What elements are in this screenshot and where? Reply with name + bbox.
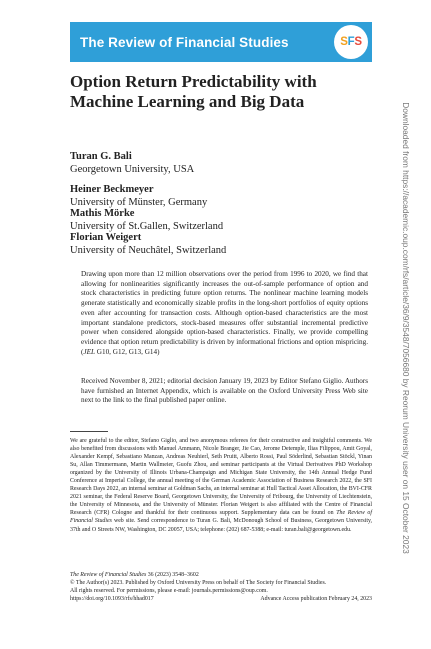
author-affiliation: University of Münster, Germany	[70, 197, 208, 208]
author-affiliation: Georgetown University, USA	[70, 164, 195, 175]
author-name: Heiner Beckmeyer	[70, 184, 154, 195]
sfs-logo-icon	[334, 25, 368, 59]
received-note: Received November 8, 2021; editorial decision January 19, 2023 by Editor Stefano Giglio. Authors have furnished an Internet Appendix, which is available on the Oxford University Press Web site next to the link to the final published paper online.	[81, 377, 368, 405]
journal-banner	[70, 22, 372, 62]
download-watermark-text: Downloaded from https://academic.oup.com/rfs/article/36/9/3548/7056680 by Reorum University user on 15 October 2023	[401, 102, 412, 554]
author-block-1	[70, 150, 194, 176]
doi-row	[70, 595, 372, 603]
doi-link[interactable]: https://doi.org/10.1093/rfs/hhad017	[70, 596, 154, 603]
rights-line: All rights reserved. For permissions, please e-mail: journals.permissions@oup.com.	[70, 588, 268, 595]
author-block-4	[70, 231, 226, 257]
journal-banner-title: The Review of Financial Studies	[80, 34, 289, 50]
download-watermark	[398, 102, 414, 554]
jel-codes: G10, G12, G13, G14)	[94, 347, 160, 356]
author-name: Florian Weigert	[70, 232, 142, 243]
author-block-3	[70, 207, 223, 233]
author-name: Turan G. Bali	[70, 151, 132, 162]
author-affiliation: University of Neuchâtel, Switzerland	[70, 245, 227, 256]
jel-label: JEL	[83, 347, 95, 356]
author-block-2	[70, 183, 207, 209]
journal-info	[70, 571, 372, 603]
advance-access-date: Advance Access publication February 24, 2023	[260, 596, 372, 603]
abstract-text: Drawing upon more than 12 million observations over the period from 1996 to 2020, we find that allowing for nonlinearities significantly increases the out-of-sample performance of option and stock characteristics in predicting future option returns. The nonlinear machine learning models generate statistically and economically sizable profits in the long-short portfolios of equity options even after accounting for transaction costs. Although option-based characteristics are the most important standalone predictors, stock-based measures offer substantial incremental predictive power when considered alongside option-based characteristics. Finally, we provide compelling evidence that option return predictability is driven by informational frictions and option mispricing.	[81, 270, 368, 346]
author-name: Mathis Mörke	[70, 208, 135, 219]
author-affiliation: University of St.Gallen, Switzerland	[70, 221, 224, 232]
abstract: Drawing upon more than 12 million observations over the period from 1996 to 2020, we find that allowing for nonlinearities significantly increases the out-of-sample performance of option and stock characteristics in predicting future option returns. The nonlinear machine learning models generate statistically and economically sizable profits in the long-short portfolios of equity options even after accounting for transaction costs. Although option-based characteristics are the most important standalone predictors, stock-based measures offer substantial incremental predictive power when considered alongside option-based characteristics. Finally, we provide compelling evidence that option return predictability is driven by informational frictions and option mispricing. (JEL G10, G12, G13, G14)	[81, 270, 368, 356]
sfs-logo-text: SFS	[340, 36, 362, 48]
acknowledgment-footnote: We are grateful to the editor, Stefano Giglio, and two anonymous referees for their constructive and insightful comments. We also benefited from discussions with Manuel Ammann, Nicole Branger, Jie Cao, Jerome Detemple, Ilias Filippou, Amit Goyal, Alexander Kempf, Sebastiano Manzan, Andreas Neuhierl, Seth Pruitt, Alberto Rossi, Paul Söderlind, Sebastian Stöckl, Yinan Su, Allan Timmermann, Martin Wallmeier, Guofu Zhou, and seminar participants at the Virtual Derivatives PhD Workshop organized by the University of Illinois Urbana-Champaign and Michigan State University, the 14th Annual Hedge Fund Conference at Imperial College, the annual meeting of the German Academic Association of Business Research 2022, the SFI Research Days 2022, an internal seminar at Goldman Sachs, an internal seminar at Hull Tactical Asset Allocation, the BVI-CFR 2021 seminar, the Federal Reserve Board, Georgetown University, the University of Fribourg, the University of Liechtenstein, the University of Minnesota, and the University of Münster. Florian Weigert is also affiliated with the Centre of Financial Research (CFR) Cologne and thankful for their continuous support. Supplementary data can be found on The Review of Financial Studies web site. Send correspondence to Turan G. Bali, McDonough School of Business, Georgetown University, 37th and O Streets NW, Washington, DC 20057, USA; telephone: (202) 687-5388; e-mail: turan.bali@georgetown.edu.	[70, 438, 372, 533]
footnote-divider	[70, 431, 108, 432]
citation-line: The Review of Financial Studies 36 (2023) 3548–3602	[70, 572, 199, 578]
copyright-line: © The Author(s) 2023. Published by Oxford University Press on behalf of The Society for Financial Studies.	[70, 580, 327, 587]
article-title: Option Return Predictability with Machine Learning and Big Data	[70, 72, 317, 111]
